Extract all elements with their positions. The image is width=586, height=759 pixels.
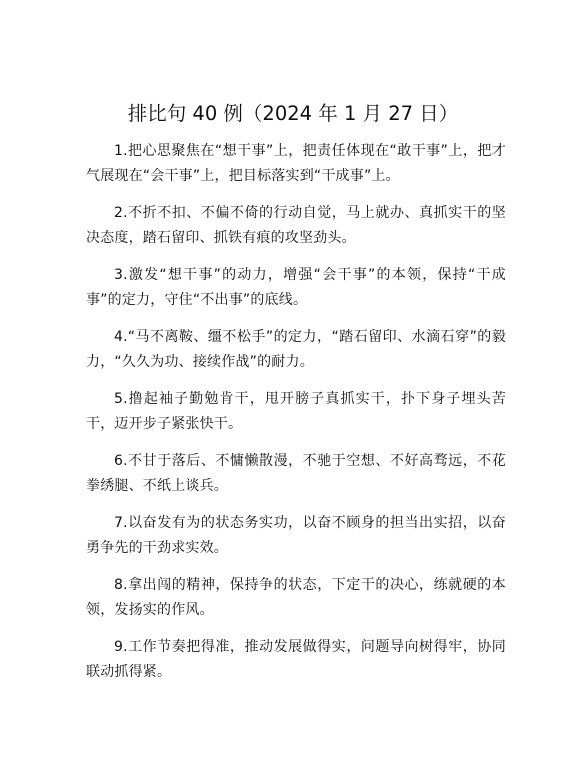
paragraph-item-3: 3.激发“想干事”的动力，增强“会干事”的本领，保持“干成事”的定力，守住“不出事”的底线。 <box>86 267 506 308</box>
paragraph-item-6: 6.不甘于落后、不慵懒散漫，不驰于空想、不好高骛远，不花拳绣腿、不纸上谈兵。 <box>86 453 506 494</box>
paragraph-item-7: 7.以奋发有为的状态务实功，以奋不顾身的担当出实招，以奋勇争先的干劲求实效。 <box>86 515 506 556</box>
paragraph-item-5: 5.撸起袖子勤勉肯干，甩开膀子真抓实干，扑下身子埋头苦干，迈开步子紧张快干。 <box>86 391 506 432</box>
paragraph-item-1: 1.把心思聚焦在“想干事”上，把责任体现在“敢干事”上，把才气展现在“会干事”上，把目标落实到“干成事”上。 <box>86 143 506 184</box>
paragraph-item-2: 2.不折不扣、不偏不倚的行动自觉，马上就办、真抓实干的坚决态度，踏石留印、抓铁有痕的攻坚劲头。 <box>86 205 506 246</box>
paragraph-item-8: 8.拿出闯的精神，保持争的状态，下定干的决心，练就硬的本领，发扬实的作风。 <box>86 577 506 618</box>
paragraph-item-9: 9.工作节奏把得准，推动发展做得实，问题导向树得牢，协同联动抓得紧。 <box>86 639 506 680</box>
paragraph-list <box>86 139 506 697</box>
paragraph-item-4: 4.“马不离鞍、缰不松手”的定力，“踏石留印、水滴石穿”的毅力，“久久为功、接续作战”的耐力。 <box>86 329 506 370</box>
document-title: 排比句 40 例（2024 年 1 月 27 日） <box>127 102 459 125</box>
